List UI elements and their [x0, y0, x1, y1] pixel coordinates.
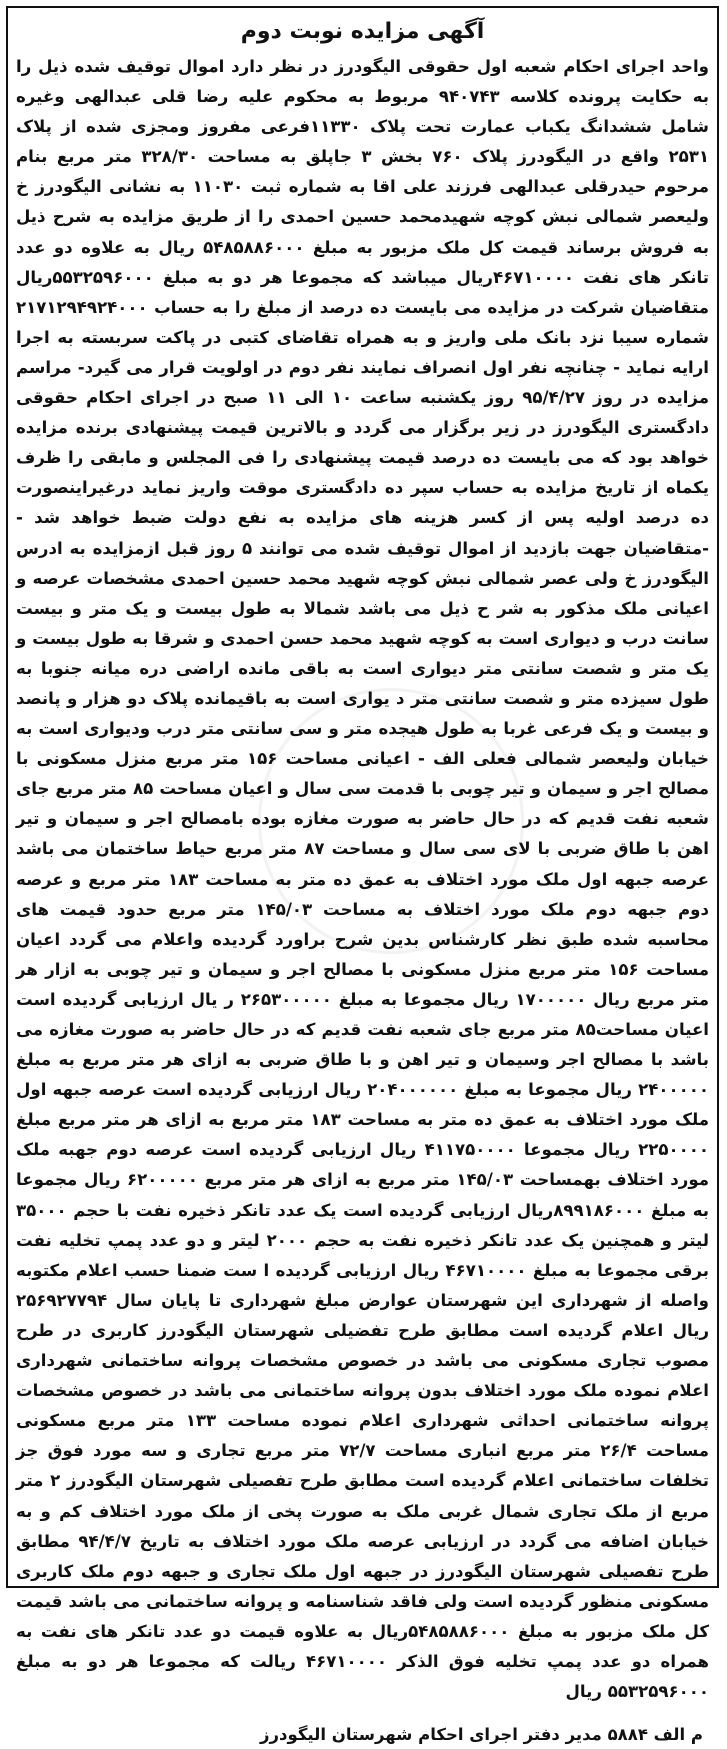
notice-content: [16, 14, 710, 1745]
notice-footer: م الف ۵۸۸۴ مدیر دفتر اجرای احکام شهرستان الیگودرز: [260, 1725, 703, 1745]
notice-title: آگهی مزایده نوبت دوم: [240, 19, 485, 44]
notice-frame: [6, 6, 719, 1745]
notice-body: واحد اجرای احکام شعبه اول حقوقی الیگودرز در نظر دارد اموال توقیف شده ذیل را به حکایت پرونده کلاسه ۹۴۰۷۴۳ مربوط به محکوم علیه رضا قلی عبدالهی وغیره شامل ششدانگ یکباب عمارت تحت پلاک ۱۱۳۳۰فرعی مفروز ومجزی شده از پلاک ۲۵۳۱ واقع در الیگودرز پلاک ۷۶۰ بخش ۳ جاپلق به مساحت ۳۲۸/۳۰ متر مربع بنام مرحوم حیدرقلی عبدالهی فرزند علی اقا به شماره ثبت ۱۱۰۳۰ به نشانی الیگودرز خ ولیعصر شمالی نبش کوچه شهیدمحمد حسین احمدی را از طریق مزایده به شرح ذیل به فروش برساند قیمت کل ملک مزبور به مبلغ ۵۴۸۵۸۸۶۰۰۰ ریال به علاوه دو عدد تانکر های نفت ۴۶۷۱۰۰۰۰ریال میباشد که مجموعا هر دو به مبلغ ۵۵۳۲۵۹۶۰۰۰ریال متقاضیان شرکت در مزایده می بایست ده درصد از مبلغ را به حساب ۲۱۷۱۲۹۴۹۲۴۰۰۰ شماره سیبا نزد بانک ملی واریز و به همراه تقاضای کتبی در پاکت سربسته به اجرا ارایه نماید - چنانچه نفر اول انصراف نمایند نفر دوم در اولویت قرار می گیرد- مراسم مزایده در روز ۹۵/۴/۲۷ روز یکشنبه ساعت ۱۰ الی ۱۱ صبح در اجرای احکام حقوقی دادگستری الیگودرز در زیر برگزار می گردد و بالاترین قیمت پیشنهادی برنده مزایده خواهد بود که می بایست ده درصد قیمت پیشنهادی را فی المجلس و مابقی را ظرف یکماه از تاریخ مزایده به حساب سپر ده دادگستری موقت واریز نماید درغیراینصورت ده درصد اولیه پس از کسر هزینه های مزایده به نفع دولت ضبط خواهد شد - -متقاضیان جهت بازدید از اموال توقیف شده می توانند ۵ روز قبل ازمزایده به ادرس الیگودرز خ ولی عصر شمالی نبش کوچه شهید محمد حسین احمدی مشخصات عرصه و اعیانی ملک مذکور به شر ح ذیل می باشد شمالا به طول بیست و یک متر و بیست سانت درب و دیواری است به کوچه شهید محمد حسن احمدی و شرقا به طول بیست و یک متر و شصت سانتی متر دیواری است به باقی مانده اراضی دره میانه جنوبا به طول سیزده متر و شصت سانتی متر د یواری است به باقیمانده پلاک دو هزار و پانصد و بیست و یک فرعی غربا به طول هیجده متر و سی سانتی متر درب ودیواری است به خیابان ولیعصر شمالی فعلی الف - اعیانی مساحت ۱۵۶ متر مربع منزل مسکونی با مصالح اجر و سیمان و تیر چوبی با قدمت سی سال و اعیان مساحت ۸۵ متر مربع جای شعبه نفت قدیم که در حال حاضر به صورت مغازه بوده بامصالح اجر و سیمان و تیر اهن با طاق ضربی با لای سی سال و مساحت ۸۷ متر مربع حیاط ساختمان می باشد عرصه جبهه اول ملک مورد اختلاف به عمق ده متر به مساحت ۱۸۳ متر مربع و عرصه دوم جبهه دوم ملک مورد اختلاف به مساحت ۱۴۵/۰۳ متر مربع حدود قیمت های محاسبه شده طبق نظر کارشناس بدین شرح براورد گردیده واعلام می گردد اعیان مساحت ۱۵۶ متر مربع منزل مسکونی با مصالح اجر و سیمان و تیر چوبی به ازار هر متر مربع ریال ۱۷۰۰۰۰۰ ریال مجموعا به مبلغ ۲۶۵۳۰۰۰۰۰ ر یال ارزیابی گردیده است اعیان مساحت۸۵ متر مربع جای شعبه نفت قدیم که در حال حاضر به صورت مغازه می باشد با مصالح اجر وسیمان و تیر اهن و با طاق ضربی به ازای هر متر مربع به مبلغ ۲۴۰۰۰۰۰ ریال مجموعا به مبلغ ۲۰۴۰۰۰۰۰۰ ریال ارزیابی گردیده است عرصه جبهه اول ملک مورد اختلاف به عمق ده متر به مساحت ۱۸۳ متر مربع به ازای هر متر مربع مبلغ ۲۲۵۰۰۰۰ ریال مجموعا ۴۱۱۷۵۰۰۰۰ ریال ارزیابی گردیده است عرصه دوم جهبه ملک مورد اختلاف بهمساحت ۱۴۵/۰۳ متر مربع به ازای هر متر مربع ۶۲۰۰۰۰۰ ریال مجموعا به مبلغ ۸۹۹۱۸۶۰۰۰ریال ارزیابی گردیده است یک عدد تانکر ذخیره نفت با حجم ۳۵۰۰۰ لیتر و همچنین یک عدد تانکر ذخیره نفت به حجم ۲۰۰۰ لیتر و دو عدد پمپ تخلیه نفت برقی مجموعا به مبلغ ۴۶۷۱۰۰۰۰ ریال ارزیابی گردیده ا ست ضمنا حسب اعلام مکتوبه واصله از شهرداری این شهرستان عوارض مبلغ شهرداری تا پایان سال ۲۵۶۹۲۷۷۹۴ ریال اعلام گردیده است مطابق طرح تفضیلی شهرستان الیگودرز کاربری در طرح مصوب تجاری مسکونی می باشد در خصوص مشخصات پروانه ساختمانی شهرداری اعلام نموده ملک مورد اختلاف بدون پروانه ساختمانی می باشد در خصوص مشخصات پروانه ساختمانی احداثی شهرداری اعلام نموده مساحت ۱۳۳ متر مربع مسکونی مساحت ۲۶/۴ متر مربع انباری مساحت ۷۲/۷ متر مربع تجاری و سه مورد فوق جز تخلفات ساختمانی اعلام گردیده است مطابق طرح تفصیلی شهرستان الیگودرز ۲ متر مربع از ملک تجاری شمال غربی ملک به صورت پخی از ملک مورد اختلاف کم و به خیابان اضافه می گردد در ارزیابی عرصه ملک مورد اختلاف به تاریخ ۹۴/۴/۷ مطابق طرح تفصیلی شهرستان الیگودرز در جبهه اول ملک تجاری و جبهه دوم ملک کاربری مسکونی منظور گردیده است ولی فاقد شناسنامه و پروانه ساختمانی می باشد قیمت کل ملک مزبور به مبلغ ۵۴۸۵۸۸۶۰۰۰ریال به علاوه قیمت دو عدد تانکر های نفت به همراه دو عدد پمپ تخلیه فوق الذکر ۴۶۷۱۰۰۰۰ ریالت که مجموعا هر دو به مبلغ ۵۵۳۲۵۹۶۰۰۰ ریال: [16, 57, 710, 1702]
